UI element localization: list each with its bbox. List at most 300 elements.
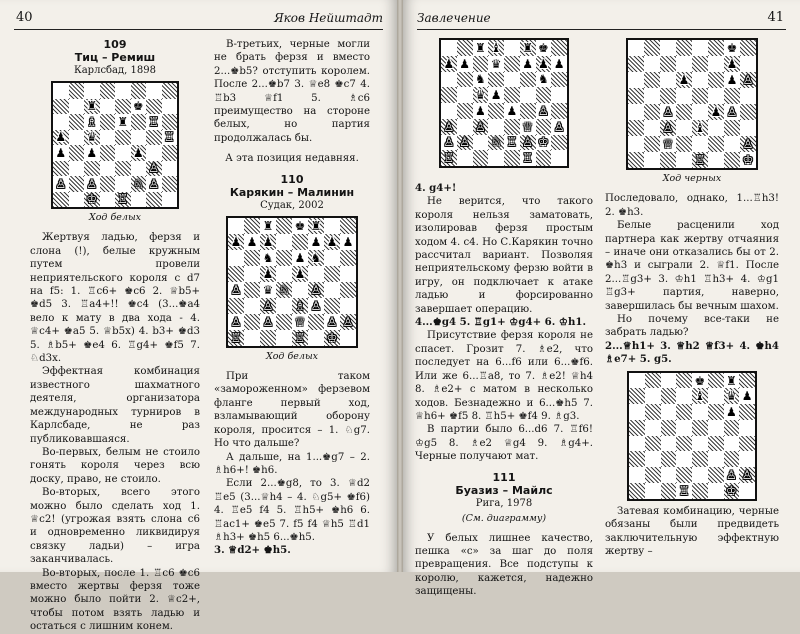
board-square — [131, 83, 147, 99]
header-rule — [14, 29, 383, 30]
board-square — [473, 119, 489, 135]
black-pawn-piece: ♟ — [55, 145, 67, 160]
board-square — [708, 136, 724, 152]
board-square — [324, 330, 340, 346]
board-square — [308, 330, 324, 346]
board-square — [708, 467, 724, 483]
board-square — [724, 388, 740, 404]
board-square — [473, 150, 489, 166]
board-square — [69, 161, 85, 177]
left-page-column-1 — [30, 38, 200, 634]
black-queen-piece: ♛ — [474, 87, 486, 102]
board-square — [457, 103, 473, 119]
black-pawn-piece: ♟ — [537, 56, 549, 71]
board-square — [629, 451, 645, 467]
board-square — [724, 136, 740, 152]
board-square — [536, 72, 552, 88]
board-square — [324, 218, 340, 234]
white-pawn-piece: ♙ — [725, 467, 737, 482]
board-square — [645, 373, 661, 389]
board-square — [708, 436, 724, 452]
black-pawn-piece: ♟ — [294, 266, 306, 281]
board-square — [244, 298, 260, 314]
board-square — [551, 135, 567, 151]
board-square — [340, 314, 356, 330]
running-title: Завлечение — [417, 11, 491, 25]
board-square — [676, 404, 692, 420]
board-square — [457, 56, 473, 72]
board-square — [53, 99, 69, 115]
board-square — [708, 483, 724, 499]
board-square — [644, 136, 660, 152]
board-square — [308, 266, 324, 282]
left-page — [0, 0, 397, 633]
board-square — [260, 282, 276, 298]
right-page — [403, 0, 800, 598]
game-place: Судак, 2002 — [260, 199, 324, 211]
white-rook-piece: ♖ — [117, 192, 129, 207]
white-pawn-piece: ♙ — [326, 314, 338, 329]
board-square — [324, 250, 340, 266]
board-square — [324, 234, 340, 250]
black-pawn-piece: ♟ — [490, 87, 502, 102]
board-square — [457, 87, 473, 103]
board-square — [504, 103, 520, 119]
white-king-piece: ♔ — [537, 135, 549, 150]
board-square — [292, 234, 308, 250]
board-square — [645, 436, 661, 452]
black-rook-piece: ♜ — [86, 99, 98, 114]
board-square — [520, 103, 536, 119]
board-square — [441, 103, 457, 119]
board-square — [100, 83, 116, 99]
board-square — [441, 87, 457, 103]
white-pawn-piece: ♙ — [443, 119, 455, 134]
board-square — [473, 40, 489, 56]
paragraph: Белые расценили ход партнера как жертву отчаяния – иначе они отказались бы от 2. ♚h3 и сыграли 2. ♕f1. После 2...♖g3+ 3. ♔h1 ♖h3+ 4. ♔g1 ♖g3+ партия, наверно, завершилась бы вечным шахом. — [605, 220, 779, 312]
white-knight-piece: ♘ — [278, 282, 290, 297]
white-pawn-piece: ♙ — [148, 176, 160, 191]
chess-diagram — [627, 371, 757, 501]
board-square — [488, 56, 504, 72]
board-square — [115, 114, 131, 130]
board-square — [660, 56, 676, 72]
game-number: 109 — [103, 38, 127, 51]
board-square — [520, 119, 536, 135]
board-square — [504, 119, 520, 135]
board-square — [100, 130, 116, 146]
board-square — [441, 119, 457, 135]
black-pawn-piece: ♟ — [506, 103, 518, 118]
board-square — [488, 135, 504, 151]
board-square — [676, 483, 692, 499]
white-pawn-piece: ♙ — [55, 176, 67, 191]
board-square — [692, 467, 708, 483]
board-square — [628, 56, 644, 72]
board-square — [53, 176, 69, 192]
board-square — [645, 467, 661, 483]
board-square — [260, 250, 276, 266]
board-square — [100, 99, 116, 115]
black-rook-piece: ♜ — [310, 218, 322, 233]
board-square — [308, 282, 324, 298]
board-square — [629, 483, 645, 499]
paragraph: Затевая комбинацию, черные обязаны были предвидеть заключительную эффектную жертву – — [605, 505, 779, 557]
black-king-piece: ♚ — [726, 40, 738, 55]
board-square — [708, 451, 724, 467]
board-square — [146, 192, 162, 208]
board-square — [724, 404, 740, 420]
board-square — [276, 250, 292, 266]
board-square — [661, 483, 677, 499]
board-square — [676, 451, 692, 467]
board-square — [84, 192, 100, 208]
board-square — [100, 161, 116, 177]
board-square — [115, 176, 131, 192]
black-pawn-piece: ♟ — [262, 266, 274, 281]
move-line: 2...♕h1+ 3. ♕h2 ♕f3+ 4. ♚h4 ♗e7+ 5. g5. — [605, 339, 779, 366]
board-square — [644, 120, 660, 136]
white-pawn-piece: ♙ — [459, 135, 471, 150]
board-square — [708, 40, 724, 56]
board-square — [276, 282, 292, 298]
board-square — [676, 56, 692, 72]
black-queen-piece: ♛ — [86, 130, 98, 145]
page-number: 41 — [767, 10, 784, 25]
black-pawn-piece: ♟ — [132, 145, 144, 160]
board-square — [740, 120, 756, 136]
board-square — [441, 72, 457, 88]
left-page-header — [0, 8, 397, 30]
white-pawn-piece: ♙ — [262, 298, 274, 313]
board-square — [661, 467, 677, 483]
board-square — [724, 436, 740, 452]
board-square — [131, 161, 147, 177]
paragraph: А дальше, на 1...♚g7 – 2. ♗h6+! ♚h6. — [214, 451, 370, 476]
board-square — [536, 40, 552, 56]
white-rook-piece: ♖ — [678, 483, 690, 498]
board-square — [340, 298, 356, 314]
white-queen-piece: ♕ — [294, 314, 306, 329]
board-square — [536, 150, 552, 166]
board-square — [708, 56, 724, 72]
board-square — [504, 135, 520, 151]
board-square — [324, 266, 340, 282]
paragraph: В-третьих, черные могли не брать ферзя и вместо 2...♚b5? отступить королем. После 2...♚b7 3. ♕e8 ♚c7 4. ♖b3 ♕f1 5. ♗c6 преимущество на стороне белых, но партия продолжалась бы. — [214, 39, 370, 144]
paragraph: Но почему все-таки не забрать ладью? — [605, 314, 779, 339]
board-square — [504, 150, 520, 166]
board-square — [536, 56, 552, 72]
white-queen-piece: ♕ — [662, 136, 674, 151]
board-square — [628, 72, 644, 88]
board-square — [276, 218, 292, 234]
board-square — [308, 234, 324, 250]
board-square — [340, 330, 356, 346]
white-king-piece: ♔ — [725, 483, 737, 498]
board-square — [292, 250, 308, 266]
board-square — [708, 104, 724, 120]
board-square — [740, 104, 756, 120]
board-square — [520, 135, 536, 151]
white-rook-piece: ♖ — [506, 135, 518, 150]
board-square — [441, 56, 457, 72]
board-square — [324, 314, 340, 330]
board-square — [69, 83, 85, 99]
black-rook-piece: ♜ — [725, 373, 737, 388]
board-square — [84, 161, 100, 177]
board-square — [340, 266, 356, 282]
board-square — [115, 83, 131, 99]
board-square — [708, 404, 724, 420]
board-square — [739, 436, 755, 452]
board-square — [692, 136, 708, 152]
board-square — [692, 152, 708, 168]
board-square — [488, 72, 504, 88]
black-pawn-piece: ♟ — [326, 234, 338, 249]
white-pawn-piece: ♙ — [553, 119, 565, 134]
board-square — [708, 420, 724, 436]
white-king-piece: ♔ — [326, 330, 338, 345]
board-square — [162, 192, 178, 208]
board-square — [740, 56, 756, 72]
board-square — [708, 388, 724, 404]
white-bishop-piece: ♗ — [86, 114, 98, 129]
paragraph: Последовало, однако, 1...♖h3! 2. ♚h3. — [605, 193, 779, 218]
board-square — [644, 40, 660, 56]
board-square — [441, 135, 457, 151]
board-square — [488, 40, 504, 56]
board-square — [644, 72, 660, 88]
chess-diagram — [226, 216, 358, 348]
board-square — [228, 298, 244, 314]
board-square — [115, 145, 131, 161]
board-square — [276, 314, 292, 330]
board-square — [520, 72, 536, 88]
board-square — [504, 72, 520, 88]
board-square — [69, 130, 85, 146]
board-square — [629, 404, 645, 420]
board-square — [53, 145, 69, 161]
paragraph: Присутствие ферзя короля не спасет. Грозит 7. ♗e2, что последует на 6...f6 или 6...♚f6. Или же 6...♖a8, то 7. ♗e2! ♕h4 8. ♗e2+ c матом в несколько ходов. Безнадежно и 6...♚h5 7. ♕h6+ ♚f5 8. ♖h5+ ♚f4 9. ♗g3. — [415, 330, 593, 422]
board-square — [692, 104, 708, 120]
board-square — [676, 136, 692, 152]
board-square — [53, 161, 69, 177]
board-square — [244, 234, 260, 250]
board-square — [551, 87, 567, 103]
black-pawn-piece: ♟ — [710, 104, 722, 119]
board-square — [724, 483, 740, 499]
board-square — [84, 145, 100, 161]
board-square — [739, 373, 755, 389]
board-square — [276, 298, 292, 314]
board-square — [661, 420, 677, 436]
white-queen-piece: ♕ — [522, 119, 534, 134]
chess-diagram — [51, 81, 179, 209]
chess-diagram — [439, 38, 569, 168]
paragraph: А эта позиция недавняя. — [225, 153, 359, 165]
board-square — [692, 72, 708, 88]
board-square — [115, 99, 131, 115]
board-square — [260, 330, 276, 346]
black-pawn-piece: ♟ — [246, 234, 258, 249]
board-square — [324, 298, 340, 314]
board-square — [551, 40, 567, 56]
board-square — [84, 130, 100, 146]
black-pawn-piece: ♟ — [342, 234, 354, 249]
board-square — [473, 87, 489, 103]
board-square — [724, 451, 740, 467]
white-pawn-piece: ♙ — [148, 161, 160, 176]
board-square — [131, 192, 147, 208]
board-square — [340, 234, 356, 250]
board-square — [660, 104, 676, 120]
board-square — [504, 56, 520, 72]
black-pawn-piece: ♟ — [474, 103, 486, 118]
white-rook-piece: ♖ — [148, 114, 160, 129]
board-square — [692, 451, 708, 467]
board-square — [724, 467, 740, 483]
board-square — [115, 192, 131, 208]
board-square — [520, 56, 536, 72]
paragraph: Во-вторых, после 1. ♖c6 ♚c6 вместо жертвы ферзя тоже можно было пойти 2. ♕c2+, чтобы потом взять ладью и остаться с лишним конем. — [30, 567, 200, 633]
move-line: 4...♚g4 5. ♖g1+ ♔g4+ 6. ♔h1. — [415, 316, 587, 329]
board-square — [536, 87, 552, 103]
board-square — [260, 266, 276, 282]
paragraph: При таком «замороженном» ферзевом фланге первый ход, взламывающий оборону короля, просится – 1. ♘g7. Но что дальше? — [214, 371, 370, 450]
white-knight-piece: ♘ — [490, 135, 502, 150]
black-pawn-piece: ♟ — [55, 130, 67, 145]
black-pawn-piece: ♟ — [726, 56, 738, 71]
chess-diagram — [626, 38, 758, 170]
white-pawn-piece: ♙ — [537, 103, 549, 118]
board-square — [84, 176, 100, 192]
board-square — [629, 388, 645, 404]
board-square — [457, 135, 473, 151]
board-square — [131, 99, 147, 115]
board-square — [740, 40, 756, 56]
paragraph: У белых лишнее качество, пешка «c» за шаг до поля превращения. Все подступы к королю, кажется, надежно защищены. — [415, 532, 593, 598]
board-square — [739, 420, 755, 436]
board-square — [660, 120, 676, 136]
board-square — [146, 176, 162, 192]
board-square — [628, 152, 644, 168]
board-square — [228, 282, 244, 298]
board-square — [308, 314, 324, 330]
black-pawn-piece: ♟ — [443, 56, 455, 71]
board-square — [162, 83, 178, 99]
board-square — [676, 120, 692, 136]
white-pawn-piece: ♙ — [474, 119, 486, 134]
board-square — [228, 266, 244, 282]
board-square — [162, 99, 178, 115]
board-square — [228, 234, 244, 250]
board-square — [676, 72, 692, 88]
board-square — [740, 136, 756, 152]
board-square — [551, 119, 567, 135]
white-pawn-piece: ♙ — [86, 176, 98, 191]
black-bishop-piece: ♝ — [694, 389, 706, 404]
game-111-header — [415, 471, 593, 525]
board-square — [146, 83, 162, 99]
white-pawn-piece: ♙ — [443, 135, 455, 150]
board-square — [244, 282, 260, 298]
white-pawn-piece: ♙ — [310, 282, 322, 297]
board-square — [131, 114, 147, 130]
board-square — [340, 250, 356, 266]
white-pawn-piece: ♙ — [342, 314, 354, 329]
board-square — [131, 130, 147, 146]
board-square — [739, 483, 755, 499]
white-pawn-piece: ♙ — [741, 467, 753, 482]
white-king-piece: ♔ — [86, 192, 98, 207]
black-knight-piece: ♞ — [262, 250, 274, 265]
board-square — [644, 88, 660, 104]
board-square — [69, 114, 85, 130]
page-number: 40 — [16, 10, 33, 25]
paragraph: Жертвуя ладью, ферзя и слона (!), белые кружным путем провели неприятельского короля с d7 на f5: 1. ♖c6+ ♚c6 2. ♕b5+ ♚d5 3. ♖a4+!! ♚c4 (3...♚a4 вело к мату в два хода - 4. ♕c4+ ♚a5 5. ♕b5х) 4. b3+ ♚d3 5. ♗b5+ ♚e4 6. ♖g4+ ♚f5 7. ♘d3х. — [30, 232, 200, 365]
board-square — [740, 88, 756, 104]
board-square — [244, 250, 260, 266]
board-square — [628, 120, 644, 136]
board-square — [676, 467, 692, 483]
black-pawn-piece: ♟ — [230, 234, 242, 249]
black-king-piece: ♚ — [694, 373, 706, 388]
black-rook-piece: ♜ — [474, 40, 486, 55]
board-square — [488, 150, 504, 166]
game-place: Рига, 1978 — [475, 497, 533, 509]
board-square — [228, 330, 244, 346]
black-pawn-piece: ♟ — [725, 404, 737, 419]
paragraph: Во-вторых, всего этого можно было сделать ход 1. ♕c2! (угрожая взять слона c6 и одновременно ликвидируя связку ладьи) – игра заканчивалась. — [30, 487, 200, 566]
board-square — [488, 103, 504, 119]
board-square — [739, 467, 755, 483]
board-square — [644, 56, 660, 72]
diagram-caption: Ход черных — [662, 173, 722, 184]
white-pawn-piece: ♙ — [230, 282, 242, 297]
board-square — [724, 373, 740, 389]
board-square — [292, 218, 308, 234]
board-square — [551, 72, 567, 88]
board-square — [692, 388, 708, 404]
board-square — [276, 330, 292, 346]
black-pawn-piece: ♟ — [86, 145, 98, 160]
board-square — [131, 145, 147, 161]
board-square — [628, 40, 644, 56]
board-square — [162, 114, 178, 130]
black-knight-piece: ♞ — [310, 250, 322, 265]
game-players: Буазиз – Майлс — [455, 483, 553, 497]
board-square — [740, 72, 756, 88]
board-square — [692, 56, 708, 72]
board-square — [260, 298, 276, 314]
board-square — [324, 282, 340, 298]
board-square — [69, 176, 85, 192]
game-109-header — [30, 38, 200, 77]
paragraph: Не верится, что такого короля нельзя заматовать, изолировав ферзя простым ходом 4. c4. Но С.Карякин точно рассчитал вариант. Позволяя неприятельскому ферзю войти в игру, он подключает к атаке ладью и форсированно завершает операцию. — [415, 196, 593, 315]
board-square — [692, 120, 708, 136]
board-square — [692, 483, 708, 499]
black-knight-piece: ♞ — [474, 72, 486, 87]
right-page-column-1 — [415, 38, 593, 599]
board-square — [629, 467, 645, 483]
board-square — [660, 88, 676, 104]
black-queen-piece: ♛ — [490, 56, 502, 71]
board-square — [740, 152, 756, 168]
board-square — [644, 104, 660, 120]
board-square — [739, 404, 755, 420]
board-square — [228, 218, 244, 234]
black-rook-piece: ♜ — [522, 40, 534, 55]
